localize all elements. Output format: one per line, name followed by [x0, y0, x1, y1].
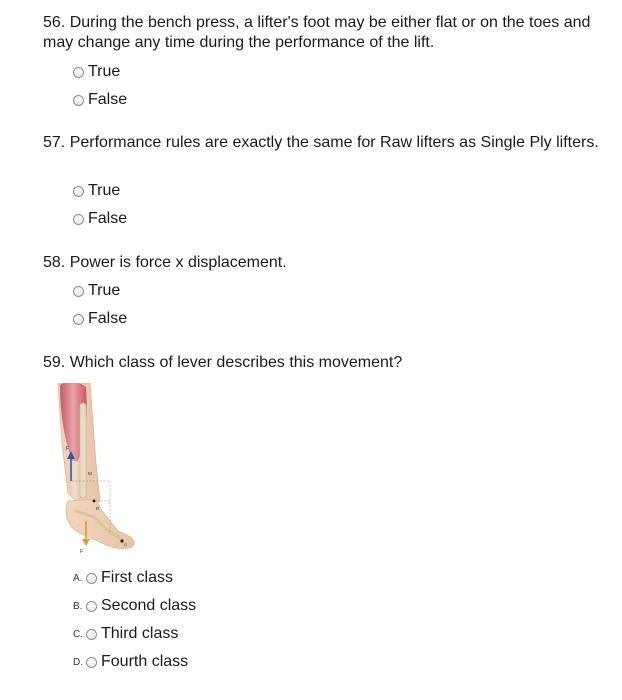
q59-option-c[interactable]: C. Third class — [73, 625, 179, 642]
question-58 — [43, 253, 603, 273]
q57-option-false[interactable]: False — [73, 209, 127, 229]
question-59-text: 59. Which class of lever describes this movement? — [43, 354, 403, 371]
q56-option-false[interactable]: False — [73, 90, 127, 110]
lever-figure-image — [50, 383, 140, 558]
q59-option-b[interactable]: B. Second class — [73, 597, 197, 614]
question-56 — [43, 13, 603, 53]
question-59 — [43, 353, 603, 373]
question-56-text: 56. During the bench press, a lifter's foot may be either flat or on the toes and may change any time during the performance of the lift. — [43, 14, 591, 51]
question-58-text: 58. Power is force x displacement. — [43, 254, 287, 271]
arrow-head — [82, 539, 90, 546]
option-letter: A. — [73, 572, 83, 584]
question-57 — [43, 133, 603, 153]
tendon-shape — [72, 461, 77, 499]
radio-button[interactable] — [73, 186, 84, 197]
question-57-text: 57. Performance rules are exactly the same for Raw lifters as Single Ply lifters. — [43, 134, 599, 151]
radio-button[interactable] — [86, 629, 97, 640]
radio-button[interactable] — [86, 601, 97, 612]
radio-button[interactable] — [73, 95, 84, 106]
radio-button[interactable] — [73, 67, 84, 78]
q58-option-true[interactable]: True — [73, 281, 120, 301]
q56-option-true[interactable]: True — [73, 62, 120, 82]
q59-option-a[interactable]: A. First class — [73, 569, 173, 586]
moment-arm-label-r: R — [96, 506, 100, 511]
radio-button[interactable] — [73, 214, 84, 225]
load-label: F — [80, 549, 84, 555]
moment-arm-label-m: M — [88, 471, 92, 476]
radio-button[interactable] — [73, 286, 84, 297]
q58-option-false[interactable]: False — [73, 309, 127, 329]
tibia-bone — [80, 403, 86, 498]
radio-button[interactable] — [73, 314, 84, 325]
q57-option-true[interactable]: True — [73, 181, 120, 201]
q59-option-d[interactable]: D. Fourth class — [73, 653, 189, 670]
ankle-joint-dot — [93, 500, 96, 503]
muscle-force-label: F — [66, 446, 70, 452]
option-letter: B. — [73, 600, 83, 612]
fulcrum-label: O — [124, 542, 128, 547]
option-letter: D. — [73, 656, 83, 668]
radio-button[interactable] — [86, 657, 97, 668]
option-letter: C. — [73, 628, 83, 640]
radio-button[interactable] — [86, 573, 97, 584]
